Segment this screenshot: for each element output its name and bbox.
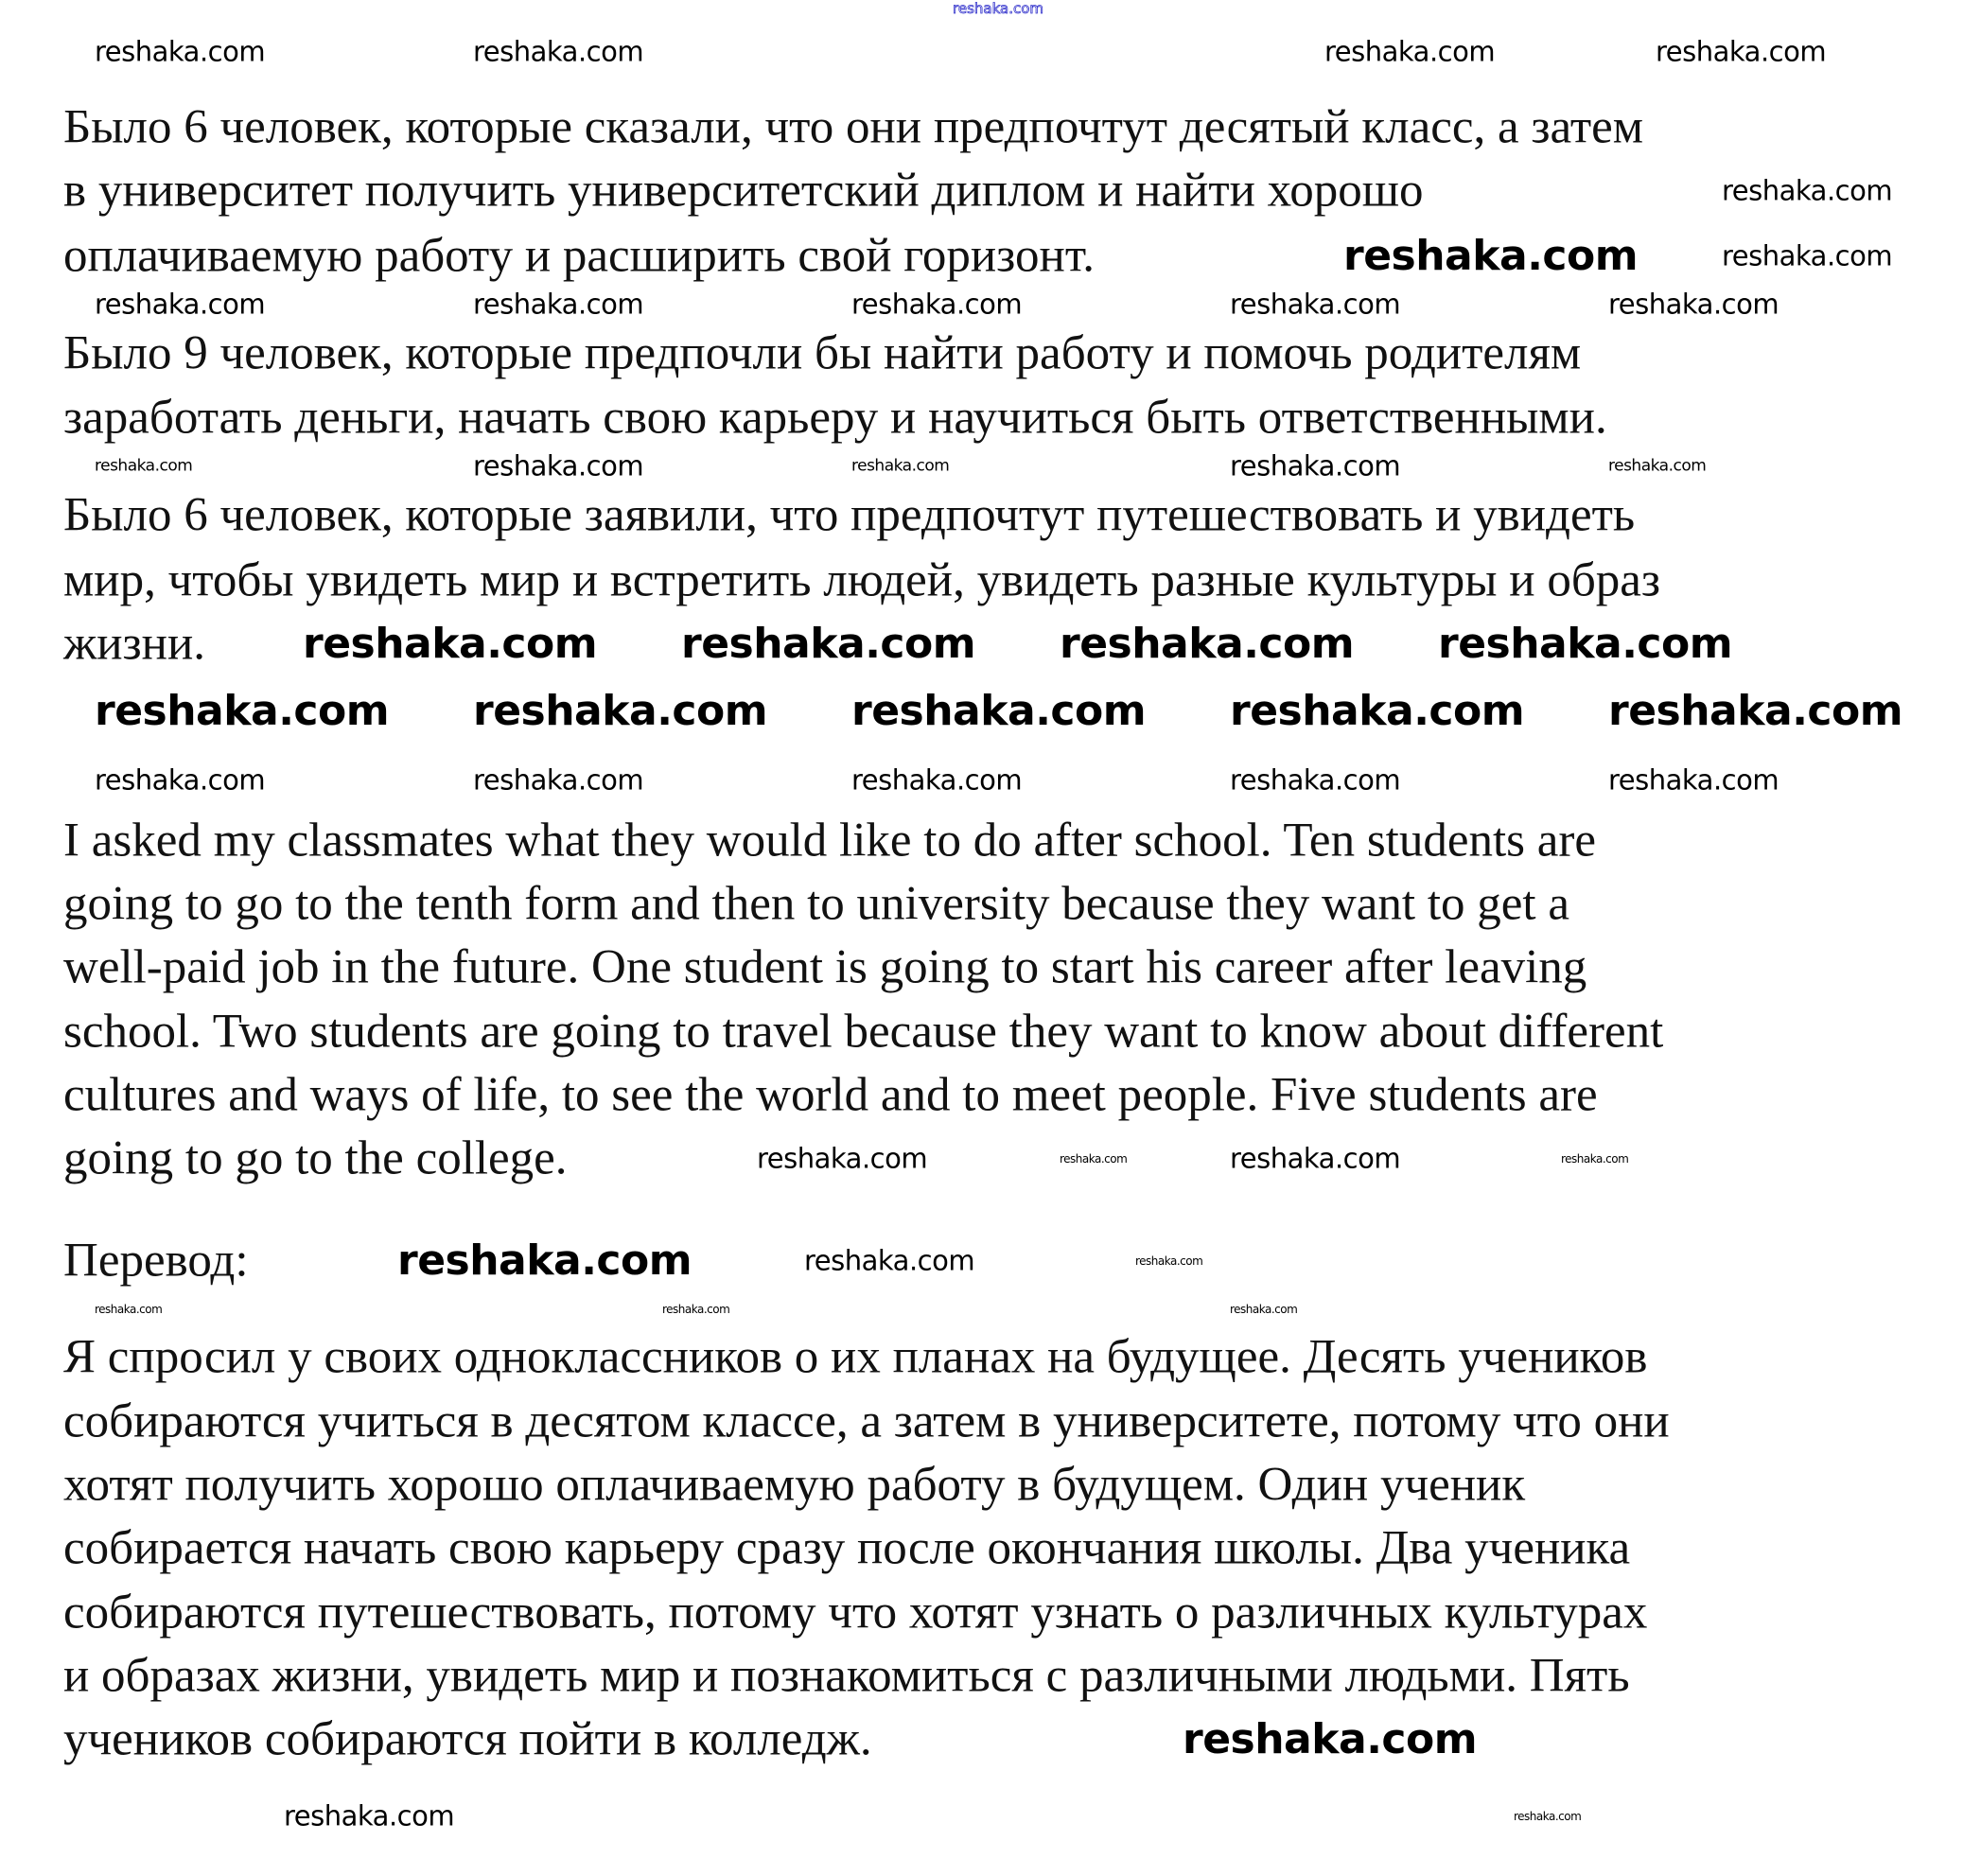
watermark: reshaka.com bbox=[851, 687, 1147, 735]
watermark: reshaka.com bbox=[1343, 232, 1639, 280]
watermark: reshaka.com bbox=[95, 288, 266, 321]
text-line: well-paid job in the future. One student is going to start his career after leaving bbox=[63, 940, 1587, 994]
watermark: reshaka.com bbox=[757, 1142, 928, 1175]
text-line: и образах жизни, увидеть мир и познакомиться с различными людьми. Пять bbox=[63, 1649, 1630, 1703]
text-line: жизни. bbox=[63, 617, 206, 671]
text-line: собираются учиться в десятом классе, а затем в университете, потому что они bbox=[63, 1394, 1670, 1448]
text-line: учеников собираются пойти в колледж. bbox=[63, 1712, 872, 1766]
text-line: Было 6 человек, которые заявили, что предпочтут путешествовать и увидеть bbox=[63, 488, 1636, 542]
watermark: reshaka.com bbox=[95, 1303, 163, 1316]
text-line: I asked my classmates what they would like to do after school. Ten students are bbox=[63, 814, 1596, 868]
watermark: reshaka.com bbox=[473, 288, 644, 321]
watermark: reshaka.com bbox=[1135, 1254, 1203, 1268]
watermark: reshaka.com bbox=[95, 763, 266, 797]
text-line: хотят получить хорошо оплачиваемую работу в будущем. Один ученик bbox=[63, 1458, 1526, 1512]
watermark: reshaka.com bbox=[851, 763, 1023, 797]
text-line: собираются путешествовать, потому что хотят узнать о различных культурах bbox=[63, 1586, 1648, 1639]
watermark: reshaka.com bbox=[851, 456, 950, 476]
text-line: going to go to the tenth form and then to university because they want to get a bbox=[63, 877, 1569, 931]
watermark: reshaka.com bbox=[1060, 1152, 1128, 1166]
watermark: reshaka.com bbox=[1060, 620, 1355, 668]
watermark: reshaka.com bbox=[1230, 687, 1525, 735]
watermark: reshaka.com bbox=[95, 456, 193, 476]
watermark: reshaka.com bbox=[473, 35, 644, 68]
watermark: reshaka.com bbox=[1230, 288, 1401, 321]
watermark: reshaka.com bbox=[1608, 687, 1903, 735]
watermark: reshaka.com bbox=[284, 1799, 455, 1832]
watermark: reshaka.com bbox=[1438, 620, 1733, 668]
text-line: cultures and ways of life, to see the world and to meet people. Five students are bbox=[63, 1068, 1598, 1122]
watermark: reshaka.com bbox=[1561, 1152, 1629, 1166]
watermark: reshaka.com bbox=[1230, 449, 1401, 482]
watermark: reshaka.com bbox=[1656, 35, 1827, 68]
watermark: reshaka.com bbox=[1183, 1715, 1478, 1763]
translation-heading: Перевод: bbox=[63, 1234, 249, 1288]
watermark: reshaka.com bbox=[662, 1303, 730, 1316]
watermark: reshaka.com bbox=[1722, 174, 1893, 207]
watermark: reshaka.com bbox=[1230, 1142, 1401, 1175]
watermark: reshaka.com bbox=[1230, 763, 1401, 797]
watermark: reshaka.com bbox=[1230, 1303, 1298, 1316]
watermark: reshaka.com bbox=[473, 449, 644, 482]
text-line: going to go to the college. bbox=[63, 1131, 568, 1185]
watermark: reshaka.com bbox=[95, 687, 390, 735]
text-line: Было 6 человек, которые сказали, что они предпочтут десятый класс, а затем bbox=[63, 100, 1644, 154]
site-link[interactable]: reshaka.com bbox=[953, 0, 1043, 17]
text-line: оплачиваемую работу и расширить свой горизонт. bbox=[63, 229, 1096, 283]
text-line: в университет получить университетский диплом и найти хорошо bbox=[63, 164, 1424, 218]
watermark: reshaka.com bbox=[851, 288, 1023, 321]
watermark: reshaka.com bbox=[804, 1244, 975, 1277]
watermark: reshaka.com bbox=[1722, 239, 1893, 272]
watermark: reshaka.com bbox=[95, 35, 266, 68]
watermark: reshaka.com bbox=[303, 620, 598, 668]
text-line: Было 9 человек, которые предпочли бы найти работу и помочь родителям bbox=[63, 326, 1582, 380]
text-line: собирается начать свою карьеру сразу после окончания школы. Два ученика bbox=[63, 1521, 1631, 1575]
watermark: reshaka.com bbox=[397, 1236, 692, 1285]
watermark: reshaka.com bbox=[1324, 35, 1496, 68]
watermark: reshaka.com bbox=[681, 620, 976, 668]
text-line: school. Two students are going to travel because they want to know about different bbox=[63, 1005, 1664, 1059]
watermark: reshaka.com bbox=[1608, 288, 1779, 321]
watermark: reshaka.com bbox=[1608, 456, 1707, 476]
text-line: мир, чтобы увидеть мир и встретить людей, увидеть разные культуры и образ bbox=[63, 553, 1661, 607]
watermark: reshaka.com bbox=[1514, 1810, 1582, 1823]
text-line: Я спросил у своих одноклассников о их планах на будущее. Десять учеников bbox=[63, 1330, 1648, 1384]
text-line: заработать деньги, начать свою карьеру и научиться быть ответственными. bbox=[63, 391, 1607, 445]
watermark: reshaka.com bbox=[473, 687, 768, 735]
watermark: reshaka.com bbox=[1608, 763, 1779, 797]
watermark: reshaka.com bbox=[473, 763, 644, 797]
